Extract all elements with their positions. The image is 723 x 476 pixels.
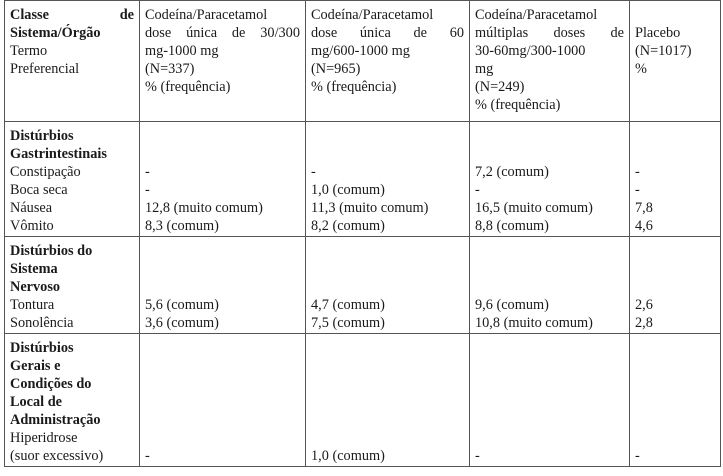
value-cell [140,122,306,237]
spacer-line [635,357,715,375]
header-cell [630,1,721,122]
section-title-line: Nervoso [10,279,61,295]
header-line-word: Classe [10,7,49,23]
value-cell [140,334,306,467]
header-row [5,1,721,122]
spacer-line [635,145,715,163]
header-line: (N=337) [145,61,195,77]
value-text: - [475,182,480,198]
header-line-word: dose [145,25,172,41]
spacer-line [635,242,715,260]
spacer-line [145,339,300,357]
value-cell [630,334,721,467]
spacer-line [311,375,464,393]
term-label: Vômito [10,218,54,234]
value-cell [630,122,721,237]
value-text: 1,0 (comum) [311,448,385,464]
spacer-line [635,375,715,393]
spacer-line [311,411,464,429]
spacer-line [635,429,715,447]
header-line: Preferencial [10,61,80,77]
spacer-line [311,242,464,260]
spacer-line [475,339,624,357]
value-text: - [635,164,640,180]
term-label: Tontura [10,297,55,313]
value-text: 7,2 (comum) [475,164,549,180]
value-text: - [145,448,150,464]
header-line: (N=1017) [635,43,692,59]
header-line: 30-60mg/300-1000 [475,43,586,59]
term-label: Constipação [10,164,81,180]
value-text: - [475,448,480,464]
header-line-word: de [610,25,624,41]
header-cell [306,1,470,122]
value-text: 7,5 (comum) [311,315,385,331]
value-text: 8,8 (comum) [475,218,549,234]
header-line-word: única [186,25,218,41]
spacer-line [635,411,715,429]
value-cell [470,237,630,334]
header-line [475,24,624,42]
section-title-line: Distúrbios do [10,243,93,259]
spacer-line [311,260,464,278]
spacer-line [145,260,300,278]
header-line: Codeína/Paracetamol [475,7,598,23]
spacer-line [145,393,300,411]
value-text: 4,7 (comum) [311,297,385,313]
spacer-line [635,393,715,411]
section-title-line: Gerais e [10,358,61,374]
value-cell [306,237,470,334]
section-title-line: Distúrbios [10,128,74,144]
value-text: - [311,164,316,180]
value-text: 10,8 (muito comum) [475,315,593,331]
spacer-line [475,393,624,411]
section-row [5,334,721,467]
header-line: % (frequência) [475,97,561,113]
adverse-events-table [4,0,721,467]
header-line: mg-1000 mg [145,43,219,59]
header-line: (N=965) [311,61,361,77]
header-line [145,24,300,42]
header-line: Sistema/Órgão [10,25,101,41]
term-label: Hiperidrose [10,430,78,446]
value-cell [306,334,470,467]
term-label: Sonolência [10,315,74,331]
value-text: 3,6 (comum) [145,315,219,331]
header-line: Termo [10,43,48,59]
header-line: mg/600-1000 mg [311,43,410,59]
section-title-line: Local de [10,394,63,410]
header-line: % (frequência) [311,79,397,95]
spacer-line [475,429,624,447]
header-line-word: múltiplas [475,25,529,41]
value-text: 2,8 [635,315,653,331]
value-text: 4,6 [635,218,653,234]
value-text: 7,8 [635,200,653,216]
spacer-line [635,127,715,145]
header-line-word: de [413,25,428,41]
value-text: 8,2 (comum) [311,218,385,234]
header-line [311,24,464,42]
spacer-line [635,339,715,357]
header-line: mg [475,61,494,77]
header-line-word: de [231,25,246,41]
spacer-line [475,127,624,145]
value-text: - [145,164,150,180]
value-cell [306,122,470,237]
spacer-line [311,357,464,375]
spacer-line [145,375,300,393]
header-line-word: de [119,7,134,23]
value-cell [470,334,630,467]
header-line: Placebo [635,25,681,41]
header-cell [470,1,630,122]
header-cell [140,1,306,122]
header-line [635,6,715,24]
header-line-word: 60 [449,25,464,41]
term-label: Boca seca [10,182,68,198]
spacer-line [311,393,464,411]
spacer-line [635,278,715,296]
spacer-line [145,145,300,163]
value-text: - [635,182,640,198]
spacer-line [311,339,464,357]
section-row [5,122,721,237]
spacer-line [145,278,300,296]
value-text: 1,0 (comum) [311,182,385,198]
section-class-cell [5,334,140,467]
header-line: % [635,61,647,77]
spacer-line [311,429,464,447]
spacer-line [475,357,624,375]
value-cell [140,237,306,334]
spacer-line [475,375,624,393]
spacer-line [475,242,624,260]
spacer-line [635,260,715,278]
header-line: % (frequência) [145,79,231,95]
value-cell [470,122,630,237]
spacer-line [145,411,300,429]
section-class-cell [5,237,140,334]
value-text: 9,6 (comum) [475,297,549,313]
value-text: 12,8 (muito comum) [145,200,263,216]
header-line-word: dose [311,25,338,41]
spacer-line [311,127,464,145]
table-body [5,1,721,467]
section-title-line: Distúrbios [10,340,74,356]
spacer-line [475,278,624,296]
section-class-cell [5,122,140,237]
value-cell [630,237,721,334]
header-line: Codeína/Paracetamol [145,7,268,23]
header-line-word: doses [553,25,586,41]
header-line-word: única [359,25,391,41]
spacer-line [145,127,300,145]
spacer-line [475,145,624,163]
section-title-line: Gastrintestinais [10,146,107,162]
spacer-line [475,260,624,278]
spacer-line [145,429,300,447]
header-cell [5,1,140,122]
value-text: 8,3 (comum) [145,218,219,234]
value-text: 11,3 (muito comum) [311,200,429,216]
value-text: 2,6 [635,297,653,313]
spacer-line [311,145,464,163]
value-text: 5,6 (comum) [145,297,219,313]
section-title-line: Administração [10,412,101,428]
value-text: - [145,182,150,198]
spacer-line [475,411,624,429]
spacer-line [311,278,464,296]
term-label: Náusea [10,200,53,216]
value-text: 16,5 (muito comum) [475,200,593,216]
header-line: Codeína/Paracetamol [311,7,434,23]
section-row [5,237,721,334]
term-label: (suor excessivo) [10,448,104,464]
header-line [10,6,134,24]
header-line-word: 30/300 [260,25,300,41]
spacer-line [145,242,300,260]
header-line: (N=249) [475,79,525,95]
spacer-line [145,357,300,375]
value-text: - [635,448,640,464]
section-title-line: Condições do [10,376,92,392]
section-title-line: Sistema [10,261,58,277]
